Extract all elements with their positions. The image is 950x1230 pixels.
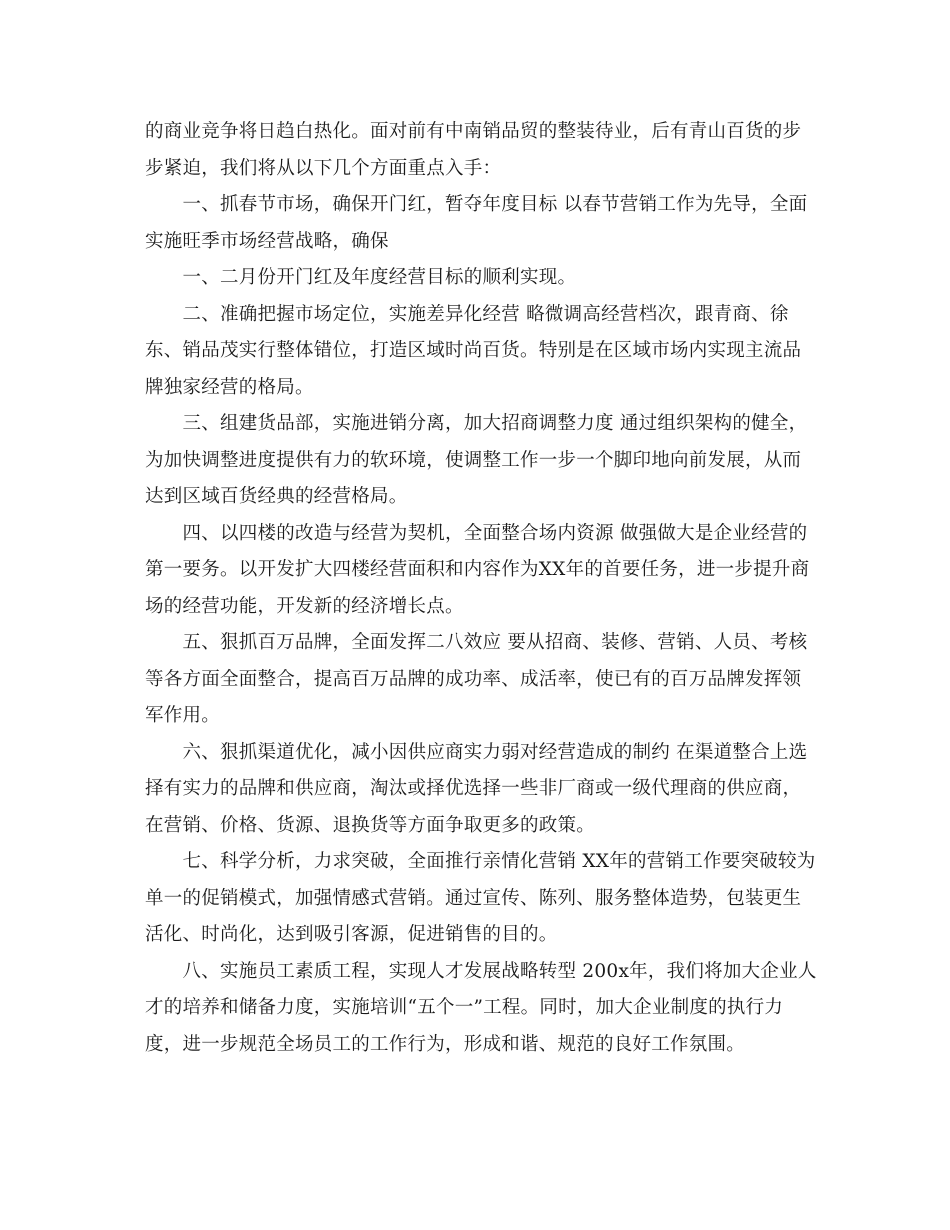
text-line: 实施旺季市场经营战略，确保: [145, 230, 389, 252]
text-line: 场的经营功能，开发新的经济增长点。: [145, 595, 464, 617]
text-line: 在营销、价格、货源、退换货等方面争取更多的政策。: [145, 814, 596, 836]
text-line: 八、实施员工素质工程，实现人才发展战略转型 200x年，我们将加大企业人: [145, 960, 817, 982]
text-line: 才的培养和储备力度，实施培训“五个一”工程。同时，加大企业制度的执行力: [145, 997, 784, 1018]
text-line: 一、二月份开门红及年度经营目标的顺利实现。: [145, 267, 577, 288]
text-line: 一、抓春节市场，确保开门红，暂夺年度目标 以春节营销工作为先导，全面: [145, 194, 808, 215]
text-line: 等各方面全面整合，提高百万品牌的成功率、成活率，使已有的百万品牌发挥领: [145, 668, 802, 690]
text-line: 择有实力的品牌和供应商，淘汰或择优选择一些非厂商或一级代理商的供应商，: [145, 778, 802, 799]
text-line: 单一的促销模式，加强情感式营销。通过宣传、陈列、服务整体造势，包装更生: [145, 887, 802, 909]
text-line: 军作用。: [145, 705, 221, 726]
text-line: 七、科学分析，力求突破，全面推行亲情化营销 XX年的营销工作要突破较为: [145, 851, 816, 872]
text-line: 三、组建货品部，实施进销分离，加大招商调整力度 通过组织架构的健全，: [145, 413, 808, 434]
text-line: 达到区域百货经典的经营格局。: [145, 486, 408, 507]
text-line: 五、狠抓百万品牌，全面发挥二八效应 要从招商、装修、营销、人员、考核: [145, 632, 808, 653]
text-line: 活化、时尚化，达到吸引客源，促进销售的目的。: [145, 924, 558, 945]
text-line: 第一要务。以开发扩大四楼经营面积和内容作为XX年的首要任务，进一步提升商: [145, 559, 810, 580]
text-line: 牌独家经营的格局。: [145, 376, 314, 398]
text-line: 四、以四楼的改造与经营为契机，全面整合场内资源 做强做大是企业经营的: [145, 522, 808, 544]
text-line: 步紧迫，我们将从以下几个方面重点入手：: [145, 157, 502, 179]
document-body: [145, 114, 817, 1063]
text-line: 六、狠抓渠道优化，减小因供应商实力弱对经营造成的制约 在渠道整合上选: [145, 741, 808, 763]
text-line: 东、销品茂实行整体错位，打造区域时尚百货。特别是在区域市场内实现主流品: [145, 340, 802, 361]
text-line: 二、准确把握市场定位，实施差异化经营 略微调高经营档次，跟青商、徐: [145, 303, 789, 325]
text-line: 度，进一步规范全场员工的工作行为，形成和谐、规范的良好工作氛围。: [145, 1033, 746, 1055]
text-line: 为加快调整进度提供有力的软环境，使调整工作一步一个脚印地向前发展，从而: [145, 449, 802, 471]
text-line: 的商业竞争将日趋白热化。面对前有中南销品贸的整装待业，后有青山百货的步: [145, 121, 802, 142]
